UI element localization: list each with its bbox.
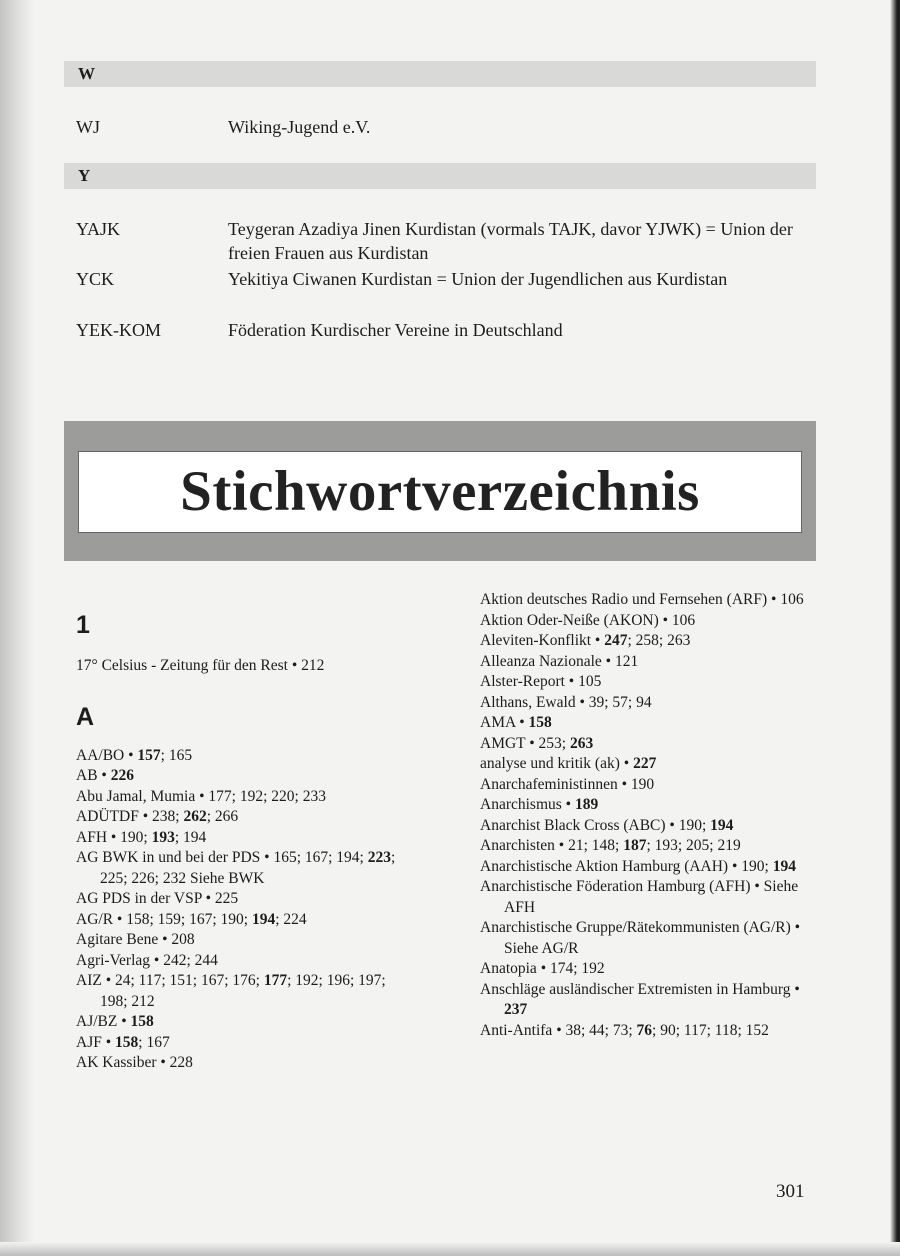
index-entry-text: Agitare Bene • 208 — [76, 931, 195, 948]
index-entry — [76, 889, 406, 910]
index-letter-heading: A — [76, 702, 95, 731]
index-entry-main-page: 158 — [528, 714, 552, 731]
page-right-edge — [890, 0, 900, 1256]
index-entry — [76, 951, 406, 972]
index-entry-pages: ; 225; 226; 232 Siehe BWK — [100, 849, 396, 887]
index-entry-text: analyse und kritik (ak) • — [480, 755, 634, 772]
section-bar-y: Y — [64, 163, 816, 189]
index-entry-main-page: 76 — [636, 1021, 653, 1039]
index-entry — [76, 656, 406, 677]
index-entry — [480, 754, 820, 775]
index-entry — [76, 930, 406, 951]
index-entry-main-page: 262 — [183, 808, 207, 825]
index-entry — [76, 787, 406, 808]
index-entry — [480, 980, 820, 1021]
abbreviation-value: Föderation Kurdischer Vereine in Deutschland — [228, 320, 563, 340]
section-bar-w: W — [64, 61, 816, 87]
page-number: 301 — [776, 1181, 805, 1202]
page-bottom-edge — [0, 1242, 900, 1256]
index-entry-text: AK Kassiber • 228 — [76, 1054, 193, 1071]
index-entry-text: ADÜTDF • 238; — [76, 808, 184, 825]
index-entry — [480, 590, 820, 611]
index-entry — [480, 652, 820, 673]
index-entry — [480, 836, 820, 857]
index-entry — [480, 816, 820, 837]
index-entry-main-page: 237 — [504, 1001, 528, 1018]
index-entry — [480, 918, 820, 959]
index-entry-main-page: 194 — [710, 816, 734, 834]
abbreviation-key: WJ — [76, 117, 100, 137]
index-entry — [480, 672, 820, 693]
index-entry-pages: ; 194 — [174, 828, 207, 846]
index-entry-main-page: 223 — [367, 849, 391, 866]
index-entry-text: Anarchafeministinnen • 190 — [480, 775, 655, 793]
index-title-frame — [64, 421, 816, 561]
index-entry-text: AB • — [76, 767, 111, 784]
index-entry-text: Anarchist Black Cross (ABC) • 190; — [480, 816, 711, 834]
index-entry-text: Anarchistische Aktion Hamburg (AAH) • 190; — [480, 857, 773, 875]
index-title: Stichwortverzeichnis — [78, 451, 802, 533]
index-entry — [76, 1033, 406, 1054]
index-entry-text: AMA • — [480, 714, 529, 731]
index-entry-pages: ; 165 — [160, 746, 193, 764]
index-entry-main-page: 227 — [633, 755, 657, 772]
index-entry-main-page: 263 — [569, 734, 594, 752]
index-entry-text: Anarchistische Gruppe/Rätekommunisten (AG/R) • Siehe AG/R — [480, 919, 801, 957]
index-entry-text: AJ/BZ • — [76, 1013, 131, 1030]
index-entry-main-page: 194 — [251, 910, 276, 928]
index-entry-list — [76, 656, 406, 677]
index-letter-heading: 1 — [76, 611, 90, 639]
index-entry-pages: ; 193; 205; 219 — [646, 837, 741, 854]
index-entry-main-page: 194 — [772, 857, 796, 875]
index-entry — [480, 693, 820, 714]
index-entry — [480, 631, 820, 652]
index-entry-pages: ; 167 — [138, 1033, 170, 1051]
index-entry-text: Anti-Antifa • 38; 44; 73; — [480, 1021, 637, 1039]
index-entry-pages: ; 224 — [275, 910, 307, 928]
index-entry-pages: ; 192; 196; 197; 198; 212 — [100, 972, 386, 1010]
index-entry — [76, 848, 406, 889]
index-entry-text: Alleanza Nazionale • 121 — [480, 652, 639, 670]
index-column-right — [480, 590, 820, 1041]
index-entry-text: 17° Celsius - Zeitung für den Rest • — [76, 657, 302, 674]
index-entry-main-page: 177 — [263, 972, 288, 989]
index-entry — [76, 766, 406, 787]
abbreviation-key: YEK-KOM — [76, 320, 161, 340]
index-entry-text: AIZ • 24; 117; 151; 167; 176; — [76, 972, 264, 989]
index-entry-pages: 212 — [301, 657, 325, 674]
index-entry-text: Anatopia • 174; 192 — [480, 960, 605, 977]
index-entry-text: Anarchisten • 21; 148; — [480, 837, 624, 854]
index-entry-text: AG BWK in und bei der PDS • 165; 167; 194; — [76, 849, 368, 866]
index-entry-text: Alster-Report • 105 — [480, 673, 602, 690]
abbreviation-value: Yekitiya Ciwanen Kurdistan = Union der Jugendlichen aus Kurdistan — [228, 269, 728, 289]
index-entry-main-page: 187 — [623, 837, 647, 854]
index-entry-text: Anschläge ausländischer Extremisten in Hamburg • — [480, 980, 800, 998]
abbreviation-key: YCK — [76, 269, 115, 289]
index-entry — [76, 910, 406, 931]
index-entry-main-page: 226 — [110, 767, 134, 784]
index-column-left — [76, 611, 406, 1074]
index-entry-main-page: 189 — [574, 796, 599, 813]
page-gutter-shadow — [0, 0, 34, 1256]
index-entry — [480, 611, 820, 632]
abbreviation-key: YAJK — [76, 219, 121, 239]
index-entry-text: Abu Jamal, Mumia • 177; 192; 220; 233 — [76, 787, 326, 805]
index-entry — [480, 713, 820, 734]
index-entry-text: Althans, Ewald • 39; 57; 94 — [480, 693, 652, 711]
index-entry — [480, 1021, 820, 1042]
index-entry — [76, 1012, 406, 1033]
index-entry-main-page: 158 — [130, 1013, 154, 1030]
index-entry-text: AG/R • 158; 159; 167; 190; — [76, 910, 252, 928]
index-entry-main-page: 247 — [604, 632, 628, 649]
index-entry-text: Aktion Oder-Neiße (AKON) • 106 — [480, 611, 696, 629]
index-entry-text: AFH • 190; — [76, 828, 152, 846]
index-entry-text: AJF • — [76, 1033, 116, 1051]
index-entry — [76, 807, 406, 828]
index-entry — [76, 828, 406, 849]
index-entry-text: Aktion deutsches Radio und Fernsehen (ARF) • 106 — [480, 591, 804, 608]
index-entry — [76, 1053, 406, 1074]
index-entry-text: Aleviten-Konflikt • — [480, 632, 605, 649]
index-entry — [76, 971, 406, 1012]
index-entry-text: Anarchistische Föderation Hamburg (AFH) • Siehe AFH — [480, 878, 799, 916]
abbreviation-value: Teygeran Azadiya Jinen Kurdistan (vormals TAJK, davor YJWK) = Union der freien Frauen aus Kurdistan — [228, 219, 793, 263]
index-entry-text: Agri-Verlag • 242; 244 — [76, 951, 218, 969]
index-entry-list — [76, 746, 406, 1074]
index-entry-pages: ; 258; 263 — [627, 632, 691, 649]
index-entry — [480, 734, 820, 755]
index-entry — [480, 775, 820, 796]
index-entry — [480, 959, 820, 980]
index-entry-pages: ; 266 — [206, 808, 239, 825]
index-entry — [480, 857, 820, 878]
index-entry — [76, 746, 406, 767]
index-entry-main-page: 193 — [151, 828, 175, 846]
index-entry-main-page: 157 — [137, 746, 161, 764]
index-entry-text: Anarchismus • — [480, 796, 575, 813]
index-entry-text: AG PDS in der VSP • 225 — [76, 890, 239, 907]
index-entry-text: AA/BO • — [76, 746, 138, 764]
index-entry — [480, 877, 820, 918]
index-entry-text: AMGT • 253; — [480, 734, 570, 752]
index-entry — [480, 795, 820, 816]
index-entry-main-page: 158 — [115, 1033, 139, 1051]
abbreviation-value: Wiking-Jugend e.V. — [228, 117, 371, 137]
index-entry-pages: ; 90; 117; 118; 152 — [652, 1021, 769, 1039]
index-entry-list — [480, 590, 820, 1041]
